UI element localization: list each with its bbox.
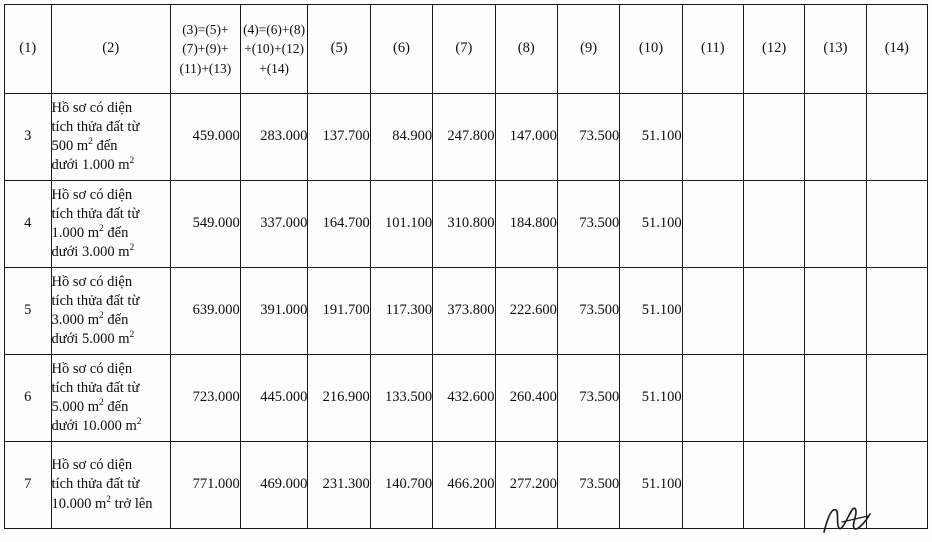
row-value-col11 — [682, 268, 743, 355]
row-value-col12 — [743, 94, 804, 181]
row-value-col8: 260.400 — [495, 355, 557, 442]
header-col-3-line-1: (3)=(5)+ — [182, 21, 229, 37]
table-row — [5, 355, 928, 442]
row-index: 6 — [5, 355, 52, 442]
header-col-1: (1) — [5, 5, 52, 94]
row-description: Hồ sơ có diện tích thửa đất từ 1.000 $m^2$ đến dưới 3.000 $m^2$ — [51, 181, 170, 268]
row-value-col4: 469.000 — [240, 442, 308, 529]
row-value-col6: 117.300 — [370, 268, 432, 355]
row-value-col13 — [805, 355, 866, 442]
fee-schedule-table — [4, 4, 928, 529]
header-col-12: (12) — [743, 5, 804, 94]
header-col-7: (7) — [433, 5, 495, 94]
header-col-14: (14) — [866, 5, 927, 94]
row-value-col3: 771.000 — [170, 442, 240, 529]
header-col-9: (9) — [557, 5, 619, 94]
row-value-col12 — [743, 181, 804, 268]
row-value-col8: 184.800 — [495, 181, 557, 268]
row-value-col13 — [805, 181, 866, 268]
row-value-col9: 73.500 — [557, 94, 619, 181]
row-value-col11 — [682, 94, 743, 181]
header-col-3-line-2: (7)+(9)+ — [182, 41, 229, 57]
row-value-col9: 73.500 — [557, 268, 619, 355]
header-col-8: (8) — [495, 5, 557, 94]
row-value-col6: 140.700 — [370, 442, 432, 529]
row-value-col7: 373.800 — [433, 268, 495, 355]
row-value-col7: 466.200 — [433, 442, 495, 529]
row-value-col13 — [805, 268, 866, 355]
row-value-col7: 310.800 — [433, 181, 495, 268]
row-value-col10: 51.100 — [620, 181, 682, 268]
header-col-3 — [170, 5, 240, 94]
table-row — [5, 181, 928, 268]
row-value-col13 — [805, 94, 866, 181]
row-value-col6: 101.100 — [370, 181, 432, 268]
row-value-col14 — [866, 181, 927, 268]
row-value-col7: 247.800 — [433, 94, 495, 181]
header-col-4-line-3: +(14) — [259, 60, 290, 76]
row-value-col8: 147.000 — [495, 94, 557, 181]
header-col-11: (11) — [682, 5, 743, 94]
table-row — [5, 442, 928, 529]
row-value-col4: 391.000 — [240, 268, 308, 355]
row-value-col9: 73.500 — [557, 355, 619, 442]
row-value-col11 — [682, 442, 743, 529]
row-value-col10: 51.100 — [620, 355, 682, 442]
row-value-col10: 51.100 — [620, 94, 682, 181]
row-value-col12 — [743, 268, 804, 355]
row-value-col10: 51.100 — [620, 268, 682, 355]
row-value-col14 — [866, 94, 927, 181]
row-value-col11 — [682, 181, 743, 268]
header-col-6: (6) — [370, 5, 432, 94]
header-col-4-line-1: (4)=(6)+(8) — [243, 21, 306, 37]
row-value-col3: 639.000 — [170, 268, 240, 355]
header-col-13: (13) — [805, 5, 866, 94]
row-value-col6: 84.900 — [370, 94, 432, 181]
row-value-col10: 51.100 — [620, 442, 682, 529]
header-col-2: (2) — [51, 5, 170, 94]
row-description: Hồ sơ có diện tích thửa đất từ 5.000 $m^2$ đến dưới 10.000 $m^2$ — [51, 355, 170, 442]
row-value-col5: 137.700 — [308, 94, 370, 181]
row-value-col8: 277.200 — [495, 442, 557, 529]
row-value-col3: 549.000 — [170, 181, 240, 268]
row-description: Hồ sơ có diện tích thửa đất từ 500 $m^2$ đến dưới 1.000 $m^2$ — [51, 94, 170, 181]
row-value-col3: 723.000 — [170, 355, 240, 442]
row-value-col7: 432.600 — [433, 355, 495, 442]
table-header-row — [5, 5, 928, 94]
row-value-col8: 222.600 — [495, 268, 557, 355]
row-value-col5: 164.700 — [308, 181, 370, 268]
row-description: Hồ sơ có diện tích thửa đất từ 3.000 $m^2$ đến dưới 5.000 $m^2$ — [51, 268, 170, 355]
row-value-col12 — [743, 355, 804, 442]
document-page — [0, 4, 932, 542]
header-col-5: (5) — [308, 5, 370, 94]
row-value-col14 — [866, 442, 927, 529]
row-value-col12 — [743, 442, 804, 529]
row-value-col11 — [682, 355, 743, 442]
row-index: 5 — [5, 268, 52, 355]
row-value-col4: 337.000 — [240, 181, 308, 268]
header-col-4 — [240, 5, 308, 94]
row-value-col5: 231.300 — [308, 442, 370, 529]
row-value-col14 — [866, 355, 927, 442]
row-value-col3: 459.000 — [170, 94, 240, 181]
header-col-3-line-3: (11)+(13) — [179, 60, 232, 76]
row-index: 4 — [5, 181, 52, 268]
table-row — [5, 94, 928, 181]
row-value-col14 — [866, 268, 927, 355]
header-col-4-line-2: +(10)+(12) — [244, 41, 304, 57]
row-value-col5: 216.900 — [308, 355, 370, 442]
row-value-col6: 133.500 — [370, 355, 432, 442]
row-index: 7 — [5, 442, 52, 529]
row-index: 3 — [5, 94, 52, 181]
row-value-col5: 191.700 — [308, 268, 370, 355]
row-value-col4: 445.000 — [240, 355, 308, 442]
row-value-col13 — [805, 442, 866, 529]
row-description: Hồ sơ có diện tích thửa đất từ 10.000 $m^2$ trở lên — [51, 442, 170, 529]
header-col-10: (10) — [620, 5, 682, 94]
table-row — [5, 268, 928, 355]
row-value-col4: 283.000 — [240, 94, 308, 181]
row-value-col9: 73.500 — [557, 442, 619, 529]
row-value-col9: 73.500 — [557, 181, 619, 268]
